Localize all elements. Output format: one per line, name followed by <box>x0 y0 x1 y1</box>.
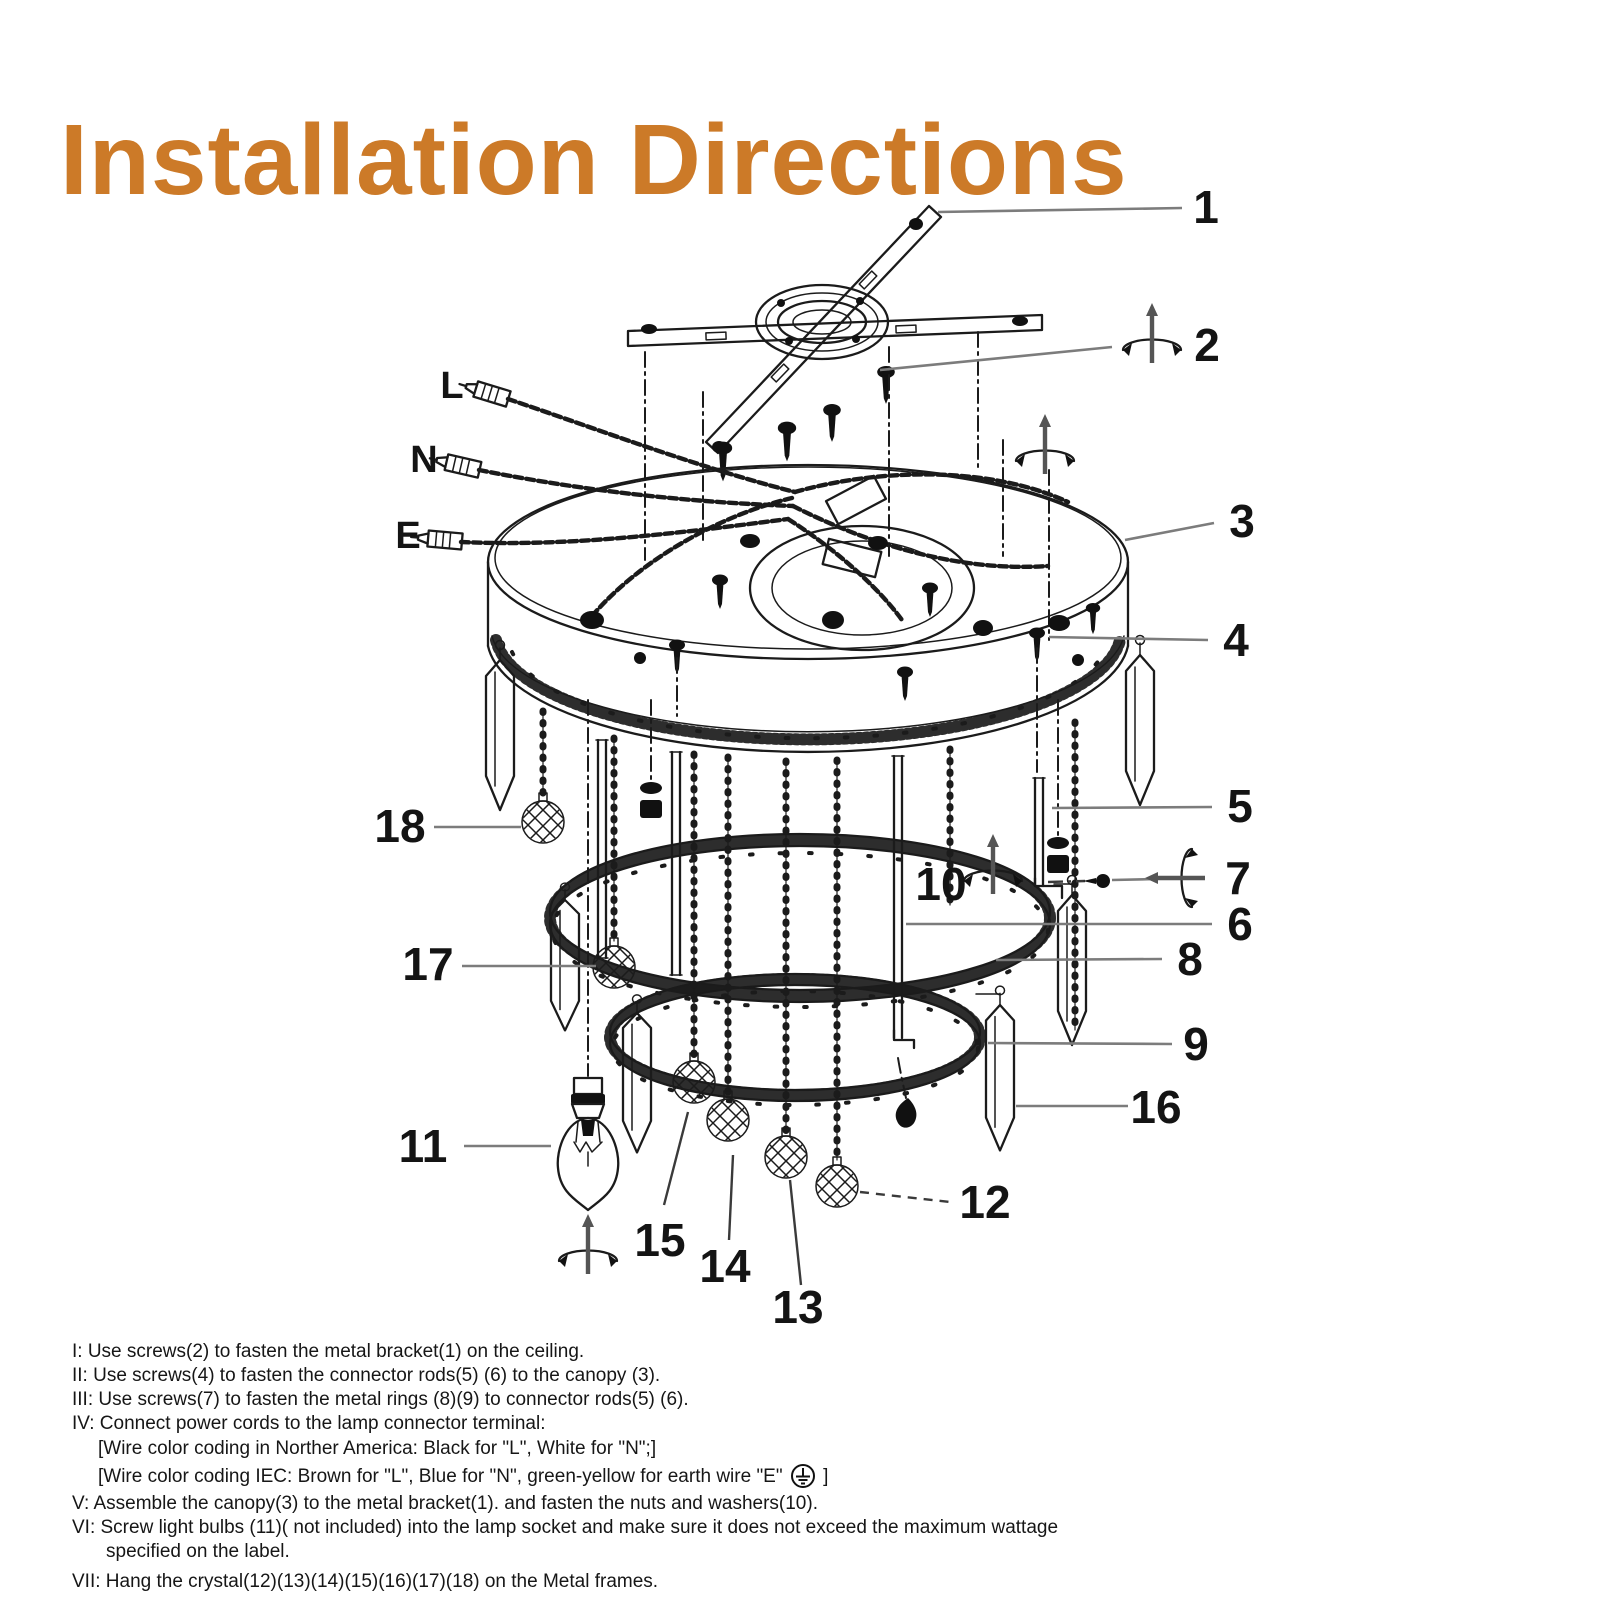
rotation-icon <box>1123 303 1181 363</box>
instruction-line-10: VII: Hang the crystal(12)(13)(14)(15)(16)(17)(18) on the Metal frames. <box>72 1571 659 1592</box>
crystal-ball-12 <box>807 1156 867 1216</box>
part-label-14: 14 <box>699 1240 751 1292</box>
callout-leaders <box>434 208 1214 1285</box>
part-label-9: 9 <box>1183 1018 1209 1070</box>
part-label-3: 3 <box>1229 495 1255 547</box>
part-label-2: 2 <box>1194 319 1220 371</box>
instruction-line-1: I: Use screws(2) to fasten the metal bracket(1) on the ceiling. <box>72 1341 585 1362</box>
crystal-balls <box>513 792 867 1216</box>
instruction-line-5: [Wire color coding in Norther America: Black for "L", White for "N";] <box>98 1438 657 1459</box>
rotation-icon <box>1016 414 1074 474</box>
instruction-line-9: specified on the label. <box>106 1541 290 1562</box>
rotation-icon <box>1145 849 1205 907</box>
wire-label-L: L <box>440 365 464 407</box>
power-wires <box>410 376 1068 620</box>
earth-ground-icon <box>790 1463 816 1489</box>
canopy-hatch-band <box>496 640 1120 739</box>
part-label-13: 13 <box>772 1281 824 1333</box>
part-label-10: 10 <box>915 858 967 910</box>
ceiling-mount-bracket <box>628 206 1049 640</box>
wire-connector-L <box>457 376 510 406</box>
part-label-11: 11 <box>398 1120 448 1172</box>
wire-label-N: N <box>410 439 438 481</box>
crystal-prism-16 <box>986 986 1014 1150</box>
crystal-ball-13 <box>756 1127 816 1187</box>
rotation-icon <box>559 1214 617 1274</box>
part-label-1: 1 <box>1193 181 1219 233</box>
page-title: Installation Directions <box>60 104 1128 216</box>
part-label-8: 8 <box>1177 933 1203 985</box>
instruction-list <box>72 1340 1532 1594</box>
part-label-12: 12 <box>959 1176 1011 1228</box>
instruction-line-6: [Wire color coding IEC: Brown for "L", Blue for "N", green-yellow for earth wire "E" ] <box>72 1463 1532 1489</box>
instruction-line-4: IV: Connect power cords to the lamp connector terminal: <box>72 1413 546 1434</box>
part-label-6: 6 <box>1227 898 1253 950</box>
canopy <box>488 414 1128 772</box>
instruction-line-2: II: Use screws(4) to fasten the connector rods(5) (6) to the canopy (3). <box>72 1365 661 1386</box>
wire-label-E: E <box>395 515 421 557</box>
instruction-line-8: VI: Screw light bulbs (11)( not included) into the lamp socket and make sure it does not exceed the maximum wattage <box>72 1517 1059 1538</box>
part-label-7: 7 <box>1225 852 1251 904</box>
crystal-ball-18 <box>513 792 573 852</box>
instruction-line-3: III: Use screws(7) to fasten the metal rings (8)(9) to connector rods(5) (6). <box>72 1389 689 1410</box>
part-label-18: 18 <box>374 800 426 852</box>
part-label-4: 4 <box>1223 614 1249 666</box>
part-label-16: 16 <box>1130 1081 1182 1133</box>
part-label-17: 17 <box>402 938 454 990</box>
instruction-line-7: V: Assemble the canopy(3) to the metal bracket(1). and fasten the nuts and washers(10). <box>72 1493 818 1514</box>
part-label-15: 15 <box>634 1214 686 1266</box>
part-label-5: 5 <box>1227 780 1253 832</box>
